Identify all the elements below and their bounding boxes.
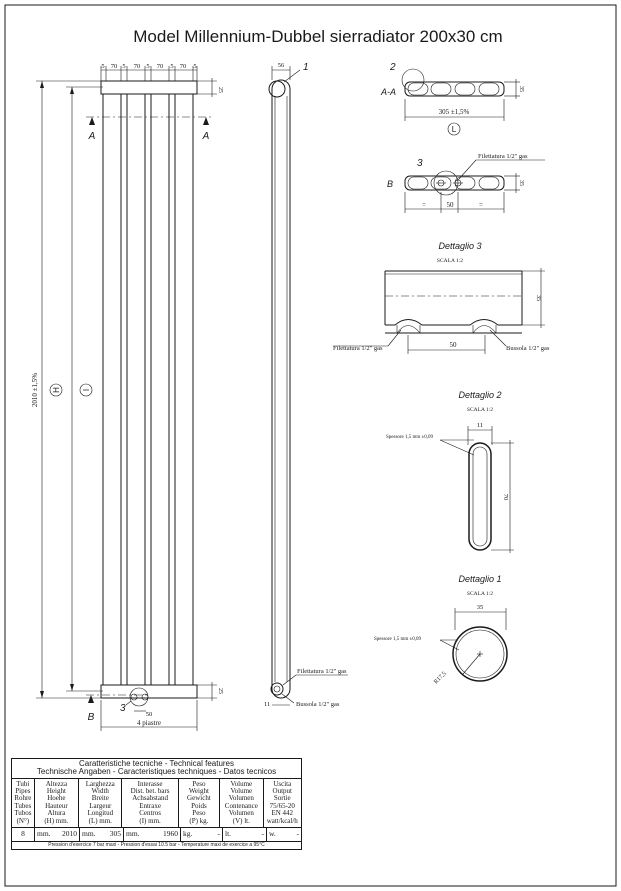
section-b [387,153,545,213]
col-label: Peso [192,809,206,818]
col-label: (P) kg. [189,816,209,825]
detail1-title: Dettaglio 1 [458,574,502,584]
col-height [35,779,79,827]
section-b-eq-right: = [479,201,483,209]
detail2-callout-circle [402,69,424,91]
spec-table [11,758,302,850]
drawing-title: Model Millennium-Dubbel sierradiator 200x30 cm [133,27,503,46]
col-label: Width [91,787,109,796]
col-label: Uscita [273,779,292,788]
detail1-thickness-note: Spessore 1,5 mm ±0,09 [374,637,422,642]
detail3-callout-circle [130,688,148,706]
detail3-bushing-label: Bussola 1/2" gas [506,345,550,352]
spec-table-values [12,828,301,842]
col-label: Rohre [14,794,32,803]
val-volume: - [261,829,264,839]
col-label: EN 442 [271,809,294,818]
col-label: Largeur [89,801,112,810]
top-collector [101,81,197,94]
top-dim-0: 5 [101,63,105,70]
section-aa-tubes [408,83,499,95]
spec-table-header [12,759,301,779]
col-label: Achsabstand [132,794,168,803]
col-label: (N°) [16,816,30,825]
section-b-eq-left: = [422,201,426,209]
detail3-callout: 3 [120,703,126,714]
val-tubes: 8 [12,828,35,841]
detail2 [386,390,514,553]
col-label: Tubes [14,801,32,810]
val-volume-unit: lt. [225,829,232,839]
col-label: Contenance [224,801,258,810]
spec-table-footer: Pression d'exercice 7 bar maxi - Pression d'essai 10.5 bar - Temperature maxi de exercice a 95°C [48,841,265,848]
val-interaxis: 1960 [163,829,178,839]
col-label: Gewicht [187,794,211,803]
col-label: watt/kcal/h [266,816,298,825]
bottom-edge-dim: 25 [217,688,223,694]
detail2-height-dim: 70 [502,493,509,501]
col-label: Hoehe [47,794,66,803]
col-label: (I) mm. [139,816,161,825]
val-interaxis-cell [124,828,181,841]
col-label: (H) mm. [44,816,69,825]
col-width [79,779,122,827]
section-b-label: B [387,179,394,189]
detail2-tube-outer [469,443,491,550]
val-output-cell [267,828,301,841]
col-label: Volume [230,787,253,796]
section-aa-depth-dim: 35 [518,86,524,92]
interaxis-symbol: I [82,388,91,392]
col-label: Longitud [87,809,114,818]
section-b-depth-dim: 35 [518,180,524,186]
section-aa [380,62,524,135]
bottom-pipe-dim: 50 [145,711,153,718]
sheet-border [5,5,616,886]
side-detail1-callout: 1 [303,62,309,73]
detail2-title: Dettaglio 2 [458,390,502,400]
col-label: Volumen [228,809,254,818]
bottom-collector [101,685,197,698]
top-dim-5: 70 [156,63,164,70]
col-label: Peso [192,779,206,788]
col-label: Tubi [16,779,30,788]
side-view [264,62,348,708]
val-height: 2010 [62,829,77,839]
detail3-thread-label: Filettatura 1/2" gas [333,345,383,352]
val-width: 305 [109,829,121,839]
col-label: Output [272,787,292,796]
col-label: Altezza [45,779,68,788]
col-interaxis [122,779,178,827]
col-label: Altura [47,809,66,818]
col-label: Poids [191,801,207,810]
top-edge-dim: 25 [217,87,223,93]
col-label: Hauteur [45,801,68,810]
val-volume-cell [223,828,267,841]
detail2-tube-inner [473,447,487,546]
val-height-cell [35,828,80,841]
col-label: Larghezza [85,779,115,788]
side-bottom-connection [271,683,283,695]
val-width-unit: mm. [82,829,96,839]
col-label: Interasse [137,779,163,788]
spec-table-columns [12,779,301,828]
val-output: - [296,829,299,839]
col-label: Breite [91,794,109,803]
side-bottom-dim: 11 [264,701,271,708]
val-output-unit: w. [269,829,276,839]
section-b-detail3-callout: 3 [417,158,423,169]
section-aa-length-symbol: L [451,125,457,134]
spec-heading-2: Technische Angaben - Caracteristiques techniques - Datos tecnicos [36,767,277,777]
detail1-callout-circle [269,81,285,97]
plates-label: 4 piastre [137,719,161,727]
col-output [264,779,301,827]
section-marker-a-left: A [88,131,96,142]
detail3-title: Dettaglio 3 [438,241,482,251]
col-label: Entraxe [139,801,161,810]
front-view [31,63,223,731]
col-label: Sortie [273,794,291,803]
col-label: Volume [230,779,253,788]
col-label: Dist. bet. bars [130,787,170,796]
height-symbol: H [52,387,61,393]
detail2-scale: SCALA 1:2 [466,407,494,413]
col-tubes [12,779,35,827]
radiator-tubes [103,94,193,685]
detail3-height-dim: 35 [535,294,542,302]
height-dim-label: 2010 ±1,5% [31,372,39,408]
section-aa-label: A-A [381,87,397,97]
section-marker-b: B [87,712,95,723]
col-label: Centros [139,809,161,818]
detail3 [333,241,550,354]
col-label: (L) mm. [88,816,112,825]
val-interaxis-unit: mm. [126,829,140,839]
spec-heading-1: Caratteristiche tecniche - Technical features [78,759,235,768]
val-weight-cell [181,828,223,841]
detail3-scale: SCALA 1:2 [436,258,464,264]
top-dim-7: 70 [179,63,187,70]
col-label: Volumen [228,794,254,803]
val-weight: - [217,829,220,839]
section-marker-a-right: A [202,131,210,142]
col-label: Pipes [15,787,31,796]
section-aa-length-dim: 305 ±1,5% [438,108,470,116]
detail1-width-dim: 35 [476,604,484,611]
col-label: Tubos [14,809,32,818]
top-dim-8: 5 [193,63,197,70]
section-b-center-dim: 50 [446,201,454,209]
side-thread-label: Filettatura 1/2" gas [297,668,347,675]
col-label: Weight [188,787,209,796]
top-dim-2: 5 [122,63,126,70]
detail2-thickness-note: Spessore 1,5 mm ±0,09 [386,435,434,440]
col-weight [179,779,220,827]
section-aa-detail2-callout: 2 [390,62,396,73]
top-dim-6: 5 [170,63,174,70]
col-label: Height [46,787,66,796]
col-volume [220,779,263,827]
top-dim-1: 70 [110,63,118,70]
val-height-unit: mm. [37,829,51,839]
col-label: 75/65-20 [269,801,295,810]
val-weight-unit: kg. [183,829,193,839]
top-dim-3: 70 [133,63,141,70]
detail1-scale: SCALA 1:2 [466,591,494,597]
detail3-center-dim: 50 [449,341,457,349]
col-label: (V) lt. [232,816,250,825]
detail1 [374,574,507,685]
side-width-dim: 56 [277,62,285,69]
detail2-width-dim: 11 [476,422,484,429]
detail1-radius-dim: R17,5 [433,670,448,686]
section-b-thread-label: Filettatura 1/2" gas [478,153,528,160]
val-width-cell [80,828,124,841]
side-bushing-label: Bussola 1/2" gas [296,701,340,708]
top-dim-4: 5 [146,63,150,70]
